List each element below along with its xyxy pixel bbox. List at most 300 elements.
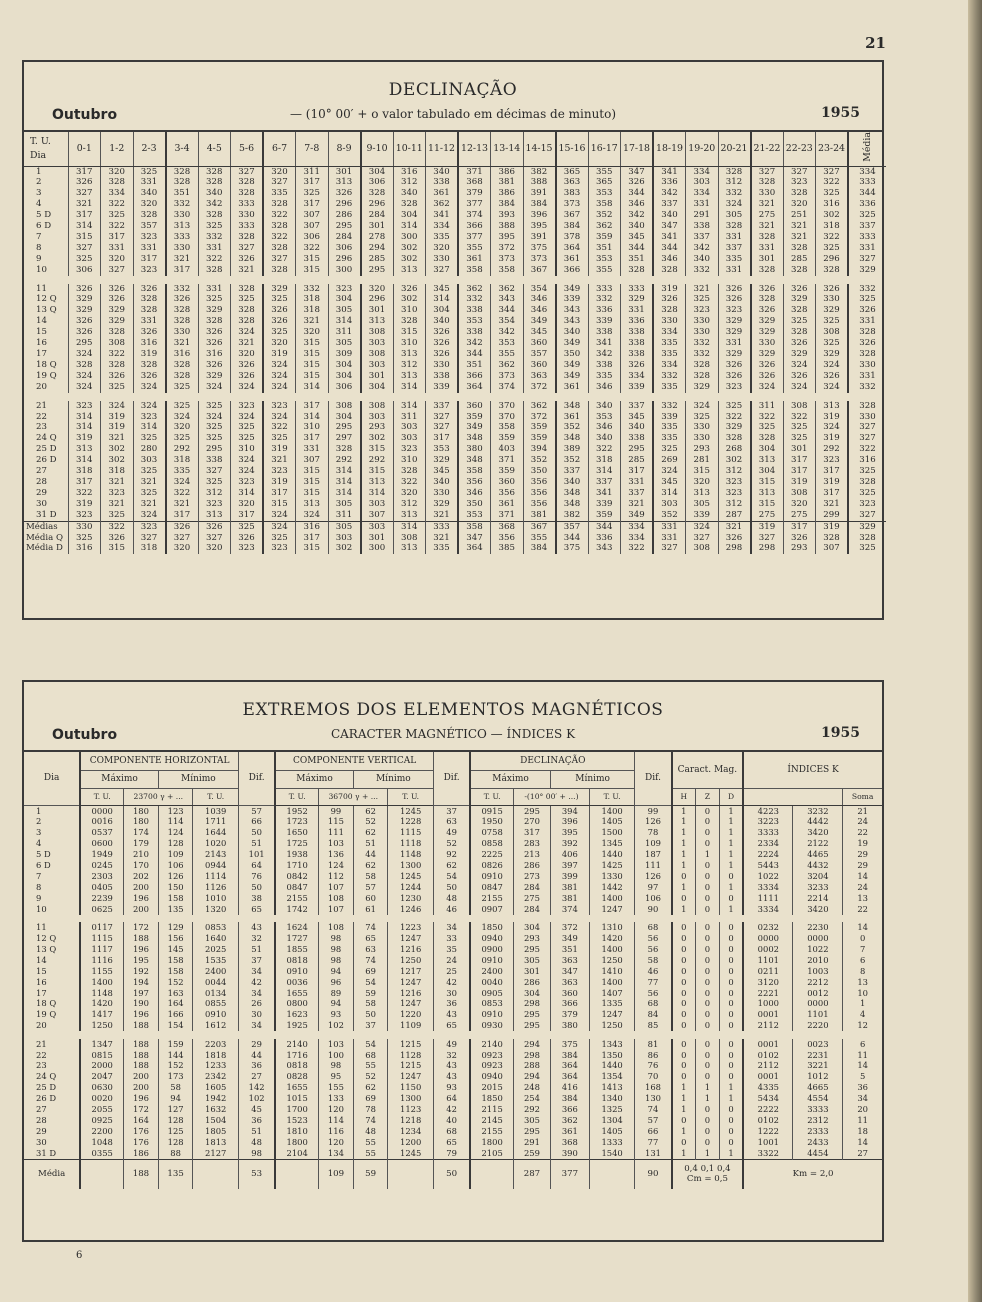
value-cell: 46 [635, 966, 672, 977]
value-cell: 364 [556, 243, 589, 254]
value-cell: 391 [523, 188, 556, 199]
value-cell: 308 [783, 488, 816, 499]
value-cell: 196 [124, 893, 159, 904]
value-cell: 30 [238, 1009, 275, 1020]
value-cell: 1148 [80, 988, 123, 999]
value-cell: 344 [458, 349, 491, 360]
value-cell: 344 [621, 188, 654, 199]
value-cell: 317 [816, 466, 849, 477]
value-cell: 302 [393, 243, 426, 254]
value-cell: 379 [550, 1009, 589, 1020]
value-cell: 1118 [388, 838, 434, 849]
value-cell: 322 [263, 210, 296, 221]
value-cell: 275 [751, 510, 784, 521]
value-cell: 0 [696, 838, 720, 849]
table-row [24, 401, 886, 412]
summary-value: 357 [556, 521, 589, 532]
value-cell: 325 [686, 294, 719, 305]
value-cell: 0 [672, 933, 696, 944]
value-cell: 403 [491, 444, 524, 455]
value-cell: 324 [816, 422, 849, 433]
day-cell: 23 [36, 1060, 47, 1071]
value-cell: 0 [719, 1050, 743, 1061]
value-cell: 324 [198, 412, 231, 423]
value-cell: 329 [68, 305, 101, 316]
value-cell: 329 [783, 349, 816, 360]
value-cell: 22 [843, 904, 882, 915]
value-cell: 0 [696, 882, 720, 893]
value-cell: 315 [686, 466, 719, 477]
value-cell: 345 [426, 284, 459, 295]
value-cell: 3334 [743, 882, 793, 893]
value-cell: 0 [719, 1115, 743, 1126]
value-cell: 36 [433, 998, 470, 1009]
gap-cell [24, 915, 882, 923]
table-row [24, 1104, 882, 1115]
value-cell: 331 [621, 305, 654, 316]
value-cell: 353 [491, 338, 524, 349]
value-cell: 373 [491, 254, 524, 265]
value-cell: 361 [458, 254, 491, 265]
value-cell: 0 [696, 827, 720, 838]
value-cell: 56 [635, 944, 672, 955]
value-cell: 24 [843, 816, 882, 827]
value-cell: 321 [783, 221, 816, 232]
value-cell: 313 [751, 455, 784, 466]
value-cell: 321 [166, 499, 199, 510]
value-cell: 1 [672, 838, 696, 849]
value-cell: 395 [491, 232, 524, 243]
value-cell: 363 [523, 371, 556, 382]
value-cell: 11 [843, 1050, 882, 1061]
value-cell: 317 [621, 466, 654, 477]
value-cell: 61 [353, 904, 388, 915]
value-cell: 314 [653, 488, 686, 499]
value-cell: 380 [458, 444, 491, 455]
value-cell: 1650 [275, 827, 318, 838]
value-cell: 317 [231, 510, 264, 521]
value-cell: 328 [198, 316, 231, 327]
value-cell: 2333 [793, 1126, 843, 1137]
value-cell: 1655 [275, 988, 318, 999]
caract-media-values: 0,4 0,1 0,4 [684, 1164, 731, 1175]
value-cell: 65 [433, 1020, 470, 1031]
value-cell: 330 [426, 488, 459, 499]
table-row [24, 849, 882, 860]
value-cell: 326 [231, 360, 264, 371]
value-cell: 295 [514, 805, 551, 816]
value-cell: 44 [353, 849, 388, 860]
summary-value: 316 [296, 521, 329, 532]
summary-value: 300 [361, 543, 394, 554]
value-cell: 314 [68, 422, 101, 433]
value-cell: 328 [686, 371, 719, 382]
value-cell: 68 [635, 998, 672, 1009]
daily-mean-cell: 328 [848, 477, 886, 488]
media-min: 377 [550, 1159, 589, 1189]
value-cell: 55 [353, 1148, 388, 1159]
value-cell: 313 [393, 349, 426, 360]
value-cell: 359 [523, 433, 556, 444]
value-cell: 0 [672, 944, 696, 955]
value-cell: 381 [550, 882, 589, 893]
value-cell: 248 [514, 1082, 551, 1093]
dia-header: Dia [24, 752, 80, 805]
value-cell: 330 [686, 422, 719, 433]
value-cell: 1148 [388, 849, 434, 860]
value-cell: 321 [816, 499, 849, 510]
value-cell: 354 [491, 316, 524, 327]
value-cell: 383 [556, 188, 589, 199]
value-cell: 3333 [743, 827, 793, 838]
value-cell: 371 [458, 166, 491, 177]
value-cell: 321 [133, 477, 166, 488]
value-cell: 296 [328, 199, 361, 210]
value-cell: 329 [101, 316, 134, 327]
value-cell: 306 [361, 177, 394, 188]
value-cell: 106 [158, 860, 193, 871]
value-cell: 176 [124, 1126, 159, 1137]
table-row [24, 933, 882, 944]
value-cell: 323 [816, 455, 849, 466]
daily-mean-cell: 316 [848, 455, 886, 466]
value-cell: 319 [101, 422, 134, 433]
value-cell: 325 [816, 338, 849, 349]
value-cell: 301 [751, 254, 784, 265]
value-cell: 322 [263, 422, 296, 433]
value-cell: 331 [133, 243, 166, 254]
value-cell: 1048 [80, 1137, 123, 1148]
minimo-header: Mínimo [353, 770, 433, 788]
value-cell: 43 [433, 1071, 470, 1082]
value-cell: 286 [514, 860, 551, 871]
table-row [24, 433, 886, 444]
value-cell: 344 [653, 243, 686, 254]
value-cell: 287 [718, 510, 751, 521]
value-cell: 10 [843, 988, 882, 999]
value-cell: 326 [621, 360, 654, 371]
value-cell: 0 [719, 1009, 743, 1020]
daily-mean-cell: 325 [848, 294, 886, 305]
summary-value: 298 [718, 543, 751, 554]
value-cell: 326 [816, 284, 849, 295]
value-cell: 305 [328, 499, 361, 510]
value-cell: 62 [353, 860, 388, 871]
value-cell: 359 [491, 466, 524, 477]
value-cell: 321 [621, 499, 654, 510]
value-cell: 324 [263, 510, 296, 521]
value-cell: 0102 [743, 1115, 793, 1126]
day-cell: 6 D [36, 860, 51, 871]
value-cell: 341 [588, 338, 621, 349]
value-cell: 396 [550, 816, 589, 827]
value-cell: 342 [621, 210, 654, 221]
value-cell: 1 [719, 827, 743, 838]
value-cell: 328 [816, 265, 849, 276]
value-cell: 0 [719, 871, 743, 882]
value-cell: 1335 [589, 998, 635, 1009]
value-cell: 1952 [275, 805, 318, 816]
value-cell: 292 [166, 444, 199, 455]
value-cell: 305 [718, 210, 751, 221]
value-cell: 355 [491, 349, 524, 360]
summary-value: 301 [361, 533, 394, 544]
value-cell: 364 [550, 1071, 589, 1082]
value-cell: 304 [361, 382, 394, 393]
summary-value: 327 [686, 533, 719, 544]
value-cell: 1 [672, 1093, 696, 1104]
value-cell: 1350 [589, 1050, 635, 1061]
value-cell: 20 [843, 1104, 882, 1115]
value-cell: 0 [672, 1137, 696, 1148]
summary-value: 326 [231, 533, 264, 544]
value-cell: 0 [696, 988, 720, 999]
day-cell: 9 [36, 892, 42, 903]
value-cell: 332 [588, 294, 621, 305]
value-cell: 326 [718, 284, 751, 295]
value-cell: 283 [514, 838, 551, 849]
value-cell: 295 [361, 265, 394, 276]
value-cell: 302 [393, 294, 426, 305]
day-cell: 12 Q [36, 294, 57, 305]
value-cell: 293 [514, 933, 551, 944]
hour-header: 10-11 [393, 132, 426, 166]
value-cell: 1101 [793, 1009, 843, 1020]
value-cell: 317 [296, 177, 329, 188]
value-cell: 328 [718, 166, 751, 177]
value-cell: 338 [458, 327, 491, 338]
value-cell: 314 [328, 316, 361, 327]
value-cell: 325 [101, 210, 134, 221]
value-cell: 382 [556, 510, 589, 521]
value-cell: 313 [393, 265, 426, 276]
value-cell: 320 [783, 499, 816, 510]
value-cell: 1300 [388, 1093, 434, 1104]
value-cell: 352 [653, 510, 686, 521]
table-row [24, 360, 886, 371]
value-cell: 314 [328, 488, 361, 499]
value-cell: 322 [816, 232, 849, 243]
value-cell: 390 [550, 1148, 589, 1159]
value-cell: 329 [816, 349, 849, 360]
value-cell: 314 [426, 294, 459, 305]
value-cell: 302 [361, 433, 394, 444]
value-cell: 306 [296, 232, 329, 243]
table-row [24, 1009, 882, 1020]
value-cell: 114 [319, 1115, 354, 1126]
value-cell: 0 [719, 1039, 743, 1050]
declinacao-month: Outubro [52, 107, 118, 123]
value-cell: 335 [653, 433, 686, 444]
value-cell: 2155 [470, 893, 513, 904]
value-cell: 2214 [793, 893, 843, 904]
value-cell: 65 [353, 933, 388, 944]
summary-value: 364 [458, 543, 491, 554]
value-cell: 326 [68, 327, 101, 338]
summary-value: 331 [653, 533, 686, 544]
value-cell: 319 [653, 284, 686, 295]
table-row [24, 1148, 882, 1159]
value-cell: 1244 [388, 882, 434, 893]
value-cell: 127 [158, 1104, 193, 1115]
value-cell: 346 [523, 305, 556, 316]
summary-value: 331 [653, 521, 686, 532]
value-cell: 317 [783, 455, 816, 466]
value-cell: 370 [491, 401, 524, 412]
value-cell: 324 [231, 455, 264, 466]
value-cell: 330 [166, 243, 199, 254]
value-cell: 44 [238, 1050, 275, 1061]
value-cell: 11 [843, 1115, 882, 1126]
value-cell: 321 [101, 433, 134, 444]
value-cell: 346 [588, 382, 621, 393]
value-cell: 331 [198, 243, 231, 254]
value-cell: 319 [263, 349, 296, 360]
value-cell: 335 [653, 382, 686, 393]
offset-header: -(10° 00′ + ...) [514, 788, 590, 805]
value-cell: 304 [328, 360, 361, 371]
value-cell: 326 [133, 371, 166, 382]
value-cell: 128 [158, 1137, 193, 1148]
table-row [24, 499, 886, 510]
value-cell: 318 [166, 455, 199, 466]
value-cell: 158 [158, 955, 193, 966]
value-cell: 0 [696, 1115, 720, 1126]
value-cell: 1015 [275, 1093, 318, 1104]
footer-number: 6 [76, 1250, 83, 1261]
value-cell: 68 [635, 922, 672, 933]
value-cell: 0 [696, 1137, 720, 1148]
value-cell: 188 [124, 1050, 159, 1061]
value-cell: 170 [124, 860, 159, 871]
value-cell: 334 [686, 166, 719, 177]
value-cell: 1310 [589, 922, 635, 933]
value-cell: 330 [653, 316, 686, 327]
gap-cell [24, 276, 886, 284]
value-cell: 338 [198, 455, 231, 466]
value-cell: 324 [263, 371, 296, 382]
value-cell: 335 [166, 466, 199, 477]
value-cell: 49 [433, 827, 470, 838]
value-cell: 327 [231, 243, 264, 254]
value-cell: 332 [296, 284, 329, 295]
media-header [848, 132, 886, 166]
value-cell: 159 [158, 1039, 193, 1050]
table-row [24, 422, 886, 433]
value-cell: 331 [686, 199, 719, 210]
value-cell: 338 [588, 360, 621, 371]
value-cell: 328 [263, 265, 296, 276]
value-cell: 328 [653, 265, 686, 276]
value-cell: 36 [843, 1082, 882, 1093]
value-cell: 1215 [388, 1060, 434, 1071]
day-cell: 12 Q [36, 932, 57, 943]
value-cell: 59 [353, 988, 388, 999]
daily-mean-cell: 327 [848, 433, 886, 444]
value-cell: 344 [621, 243, 654, 254]
value-cell: 377 [458, 232, 491, 243]
value-cell: 315 [296, 371, 329, 382]
value-cell: 0000 [743, 933, 793, 944]
value-cell: 338 [458, 305, 491, 316]
value-cell: 74 [353, 922, 388, 933]
value-cell: 301 [361, 371, 394, 382]
summary-value: 326 [101, 533, 134, 544]
value-cell: 0 [696, 860, 720, 871]
value-cell: 0818 [275, 1060, 318, 1071]
value-cell: 1 [672, 816, 696, 827]
value-cell: 0245 [80, 860, 123, 871]
value-cell: 273 [514, 871, 551, 882]
value-cell: 307 [296, 455, 329, 466]
declinacao-header: DECLINAÇÃO [470, 752, 635, 770]
value-cell: 1405 [589, 1126, 635, 1137]
value-cell: 327 [426, 412, 459, 423]
value-cell: 328 [361, 188, 394, 199]
value-cell: 321 [68, 199, 101, 210]
table-row [24, 827, 882, 838]
value-cell: 329 [68, 294, 101, 305]
value-cell: 103 [319, 1039, 354, 1050]
daily-mean-cell: 331 [848, 243, 886, 254]
value-cell: 268 [718, 444, 751, 455]
value-cell: 353 [458, 316, 491, 327]
value-cell: 386 [491, 188, 524, 199]
summary-value: 316 [68, 543, 101, 554]
media-blank [589, 1159, 635, 1189]
table-row [24, 210, 886, 221]
value-cell: 314 [393, 401, 426, 412]
value-cell: 166 [158, 1009, 193, 1020]
value-cell: 128 [158, 1115, 193, 1126]
day-cell: 17 [36, 349, 47, 359]
value-cell: 2334 [743, 838, 793, 849]
value-cell: 342 [653, 188, 686, 199]
value-cell: 42 [238, 977, 275, 988]
value-cell: 2212 [793, 977, 843, 988]
value-cell: 12 [843, 1020, 882, 1031]
value-cell: 295 [328, 422, 361, 433]
value-cell: 360 [523, 360, 556, 371]
value-cell: 391 [523, 232, 556, 243]
value-cell: 1810 [275, 1126, 318, 1137]
table-row [24, 805, 882, 816]
value-cell: 325 [653, 444, 686, 455]
value-cell: 323 [686, 305, 719, 316]
value-cell: 326 [751, 371, 784, 382]
value-cell: 94 [319, 966, 354, 977]
value-cell: 0117 [80, 922, 123, 933]
day-cell: 8 [36, 881, 42, 892]
value-cell: 325 [783, 422, 816, 433]
value-cell: 331 [718, 338, 751, 349]
value-cell: 1218 [388, 1115, 434, 1126]
value-cell: 88 [158, 1148, 193, 1159]
value-cell: 109 [635, 838, 672, 849]
value-cell: 349 [556, 371, 589, 382]
value-cell: 381 [491, 177, 524, 188]
value-cell: 100 [319, 1050, 354, 1061]
value-cell: 310 [393, 338, 426, 349]
daily-mean-cell: 344 [848, 188, 886, 199]
value-cell: 0 [696, 933, 720, 944]
value-cell: 331 [718, 265, 751, 276]
value-cell: 14 [843, 1060, 882, 1071]
value-cell: 333 [166, 232, 199, 243]
value-cell: 338 [426, 177, 459, 188]
value-cell: 358 [458, 466, 491, 477]
value-cell: 0 [719, 1104, 743, 1115]
